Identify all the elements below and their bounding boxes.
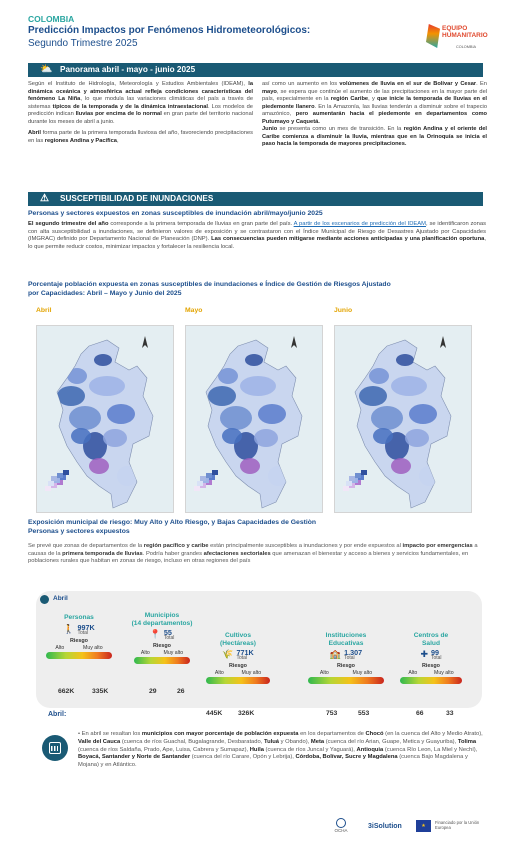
school-icon: 🏫 xyxy=(329,649,342,660)
location-pin-icon: 📍 xyxy=(149,629,161,640)
exposure-region xyxy=(222,428,242,444)
stat-total: 55 xyxy=(163,627,172,637)
stats-footer-label: Abril: xyxy=(48,711,67,718)
exposure-region xyxy=(208,386,236,406)
colombia-map-graphic xyxy=(37,326,174,513)
stat-alto-value: 662K xyxy=(58,688,75,695)
legend-cell xyxy=(200,476,206,481)
exposure-region xyxy=(391,376,427,396)
exposure-region xyxy=(254,429,278,447)
panorama-right-column: así como un aumento en los volúmenes de lluvia en el sur de Bolívar y Cesar. En mayo, se espera que continúe el aumento de las precipitaciones en la mayor parte del país, especialmente en la región Caribe, y que inicie la temporada de lluvias en el piedemonte llanero. En la Amazonía, las lluvias tenderán a disminuir sobre el trapecio amazónico, pero aumentarán hacia el piedemonte en departamentos como Putumayo y Caquetá. Junio se presenta como un mes de transición. En la región Andina y el oriente del Caribe comienza a disminuir la lluvia, mientras que en la Orinoquía se inicia el paso hacia la temporada de mayores precipitaciones. xyxy=(262,81,487,148)
exposure-region xyxy=(396,354,414,366)
exposure-region xyxy=(405,429,429,447)
calendar-icon xyxy=(42,735,68,761)
exposure-region xyxy=(359,386,387,406)
page-title: Predicción Impactos por Fenómenos Hidrometeorológicos: xyxy=(28,25,311,37)
stat-total: 771K xyxy=(236,647,254,657)
stat-muy-alto-value: 335K xyxy=(92,688,109,695)
legend-cell xyxy=(361,470,367,475)
stat-muy-alto-value: 33 xyxy=(446,710,454,717)
exposure-region xyxy=(89,458,109,474)
exposure-title: Exposición municipal de riesgo: Muy Alto y Alto Riesgo, y Bajas Capacidades de Gestiòn Personas y sectores expuestos xyxy=(28,519,317,536)
maps-title: Porcentaje población expuesta en zonas susceptibles de inundaciones e Índice de Gestión de Riesgos Ajustado por Capacidades: Abril – Mayo y Junio del 2025 xyxy=(28,281,391,297)
logo-mark-icon xyxy=(426,24,440,48)
susceptibilidad-banner-title: SUSCEPTIBILIDAD DE INUNDACIONES xyxy=(60,193,214,203)
exposure-heading: Personas y sectores expuestos en zonas susceptibles de inundación abril/mayo/junio 2025 xyxy=(28,210,323,217)
map-label-mayo: Mayo xyxy=(185,307,203,314)
panorama-banner-title: Panorama abril - mayo - junio 2025 xyxy=(60,64,196,74)
legend-cell xyxy=(355,473,361,478)
stat-personas: Personas 🚶 997K Total Riesgo Alto Muy alto xyxy=(46,614,112,659)
colombia-map-graphic xyxy=(186,326,323,513)
3isolution-logo: 3iSolution xyxy=(368,823,402,830)
stat-municipios: Municipios (14 departamentos) 📍 55 Total Riesgo Alto Muy alto xyxy=(124,612,200,664)
exposure-region xyxy=(69,406,101,430)
april-summary-bullet: • En abril se resaltan los municipios con mayor porcentaje de población expuesta en los departamentos de Chocó (en la cuenca del Alto y Medio Atrato), Valle del Cauca (cuenca de ríos Guachal, Bugalagrande, Desbaratado, Tuluá y Obando), Meta (cuenca del río Arian, Guape, Metica y Guayuriba), Tolima (cuenca de ríos Saldaña, Prado, Ape, Luisa, Cabrera y Sumapaz), Huila (cuenca de ríos Juncal y Yaguará), Antioquia (cuenca Río Leon, La Miel y Nechí), Boyacá, Santander y Norte de Santander (cuenca del río Carare, Opón y Lebrija), Córdoba, Bolívar, Sucre y Magdalena (cuenca Bajo Magdalena y Mojana) y en Atlántico. xyxy=(78,731,483,769)
stat-cultivos: Cultivos (Hectáreas) 🌾 771K Total Riesgo Alto Muy alto xyxy=(206,632,270,684)
exposure-region xyxy=(373,428,393,444)
page-header xyxy=(28,14,488,56)
legend-cell xyxy=(197,481,203,486)
stat-muy-alto-value: 26 xyxy=(177,688,185,695)
country-label: COLOMBIA xyxy=(28,14,75,24)
equipo-humanitario-logo xyxy=(426,24,488,52)
legend-cell xyxy=(212,470,218,475)
stat-muy-alto-value: 326K xyxy=(238,710,255,717)
panorama-banner xyxy=(28,63,483,77)
map-junio xyxy=(334,325,472,513)
eu-logo: ★ Financiado por la Unión Europea xyxy=(416,820,486,832)
health-center-icon: ✚ xyxy=(420,649,428,660)
risk-gradient-bar xyxy=(308,677,384,684)
risk-gradient-bar xyxy=(46,652,112,659)
risk-gradient-bar xyxy=(134,657,190,664)
stat-name: Personas xyxy=(64,614,94,621)
exposure-region xyxy=(409,404,437,424)
crop-icon: 🌾 xyxy=(222,649,234,660)
map-label-abril: Abril xyxy=(36,307,52,314)
exposure-region xyxy=(371,406,403,430)
logo-line2: HUMANITARIO xyxy=(442,31,488,39)
risk-gradient-bar xyxy=(206,677,270,684)
legend-cell xyxy=(63,470,69,475)
stat-total: 1.307 xyxy=(344,647,363,657)
susceptibilidad-text: El segundo trimestre del año corresponde a la primera temporada de lluvias en gran parte del país. A partir de los escenarios de predicción del IDEAM, se identificaron zonas con alta susceptibilidad a inundaciones, se definieron valores de exposición y se contrastaron con el Índice Municipal de Riesgo de Desastres Ajustado por Capacidades (IMGRAC) definido por Departamento Nacional de Planeación (DNP). Las consecuencias pueden mitigarse mediante acciones anticipadas y una planificación oportuna, lo que permite reducir costos, minimizar impactos y fortalecer la resiliencia local. xyxy=(28,221,486,251)
stat-alto-value: 753 xyxy=(326,710,338,717)
panorama-left-column: Según el Instituto de Hidrología, Meteorología y Estudios Ambientales (IDEAM), la dinámica oceánica y atmosférica actual refleja condiciones características del fenómeno La Niña, lo que modula las variaciones climáticas del país a través de sistemas típicos de la temporada y de la dinámica intraestacional. Los modelos de predicción indican lluvias por encima de lo normal en gran parte del territorio nacional durante los meses de abril a junio. Abril forma parte de la primera temporada lluviosa del año, favoreciendo precipitaciones en las regiones Andina y Pacífica, xyxy=(28,81,254,144)
legend-cell xyxy=(194,486,200,491)
legend-cell xyxy=(51,476,57,481)
exposure-region xyxy=(103,429,127,447)
map-mayo xyxy=(185,325,323,513)
stat-total: 997K xyxy=(77,622,95,632)
legend-cell xyxy=(346,481,352,486)
exposure-region xyxy=(94,354,112,366)
exposure-region xyxy=(258,404,286,424)
stat-muy-alto-value: 553 xyxy=(358,710,370,717)
calendar-icon xyxy=(40,595,49,604)
map-abril xyxy=(36,325,174,513)
exposure-region xyxy=(369,368,389,384)
exposure-region xyxy=(240,458,260,474)
stat-total: 99 xyxy=(430,647,439,657)
legend-cell xyxy=(48,481,54,486)
page-subtitle: Segundo Trimestre 2025 xyxy=(28,37,138,49)
exposure-region xyxy=(107,404,135,424)
stat-alto-value: 29 xyxy=(149,688,157,695)
person-icon: 🚶 xyxy=(63,624,75,635)
risk-gradient-bar xyxy=(400,677,462,684)
stat-centros-salud: Centros de Salud ✚ 99 Total Riesgo Alto Muy alto xyxy=(400,632,462,684)
warning-icon: ⚠ xyxy=(40,193,49,204)
stat-alto-value: 66 xyxy=(416,710,424,717)
colombia-map-graphic xyxy=(335,326,472,513)
legend-cell xyxy=(45,486,51,491)
ideam-link[interactable]: A partir de los escenarios de predicción del IDEAM xyxy=(293,221,426,227)
exposure-region xyxy=(391,458,411,474)
exposure-text: Se prevé que zonas de departamentos de la región pacífico y caribe están principalmente susceptibles a inundaciones y por ende expuestos al impacto por emergencias a causas de la primera temporada de lluvias. Podría haber grandes afectaciones sectoriales que amenazan el bienestar y acceso a bienes y servicios fundamentales, en poblaciones rurales que habitan en zonas de riesgo, incluso en otras regiones del país xyxy=(28,543,478,565)
map-label-junio: Junio xyxy=(334,307,353,314)
legend-cell xyxy=(349,476,355,481)
month-badge: Abril xyxy=(40,593,76,605)
logo-sub: COLOMBIA xyxy=(456,45,477,49)
legend-cell xyxy=(57,473,63,478)
stat-alto-value: 445K xyxy=(206,710,223,717)
legend-cell xyxy=(343,486,349,491)
exposure-region xyxy=(240,376,276,396)
exposure-region xyxy=(57,386,85,406)
stat-instituciones: Instituciones Educativas 🏫 1.307 Total Riesgo Alto Muy alto xyxy=(308,632,384,684)
legend-cell xyxy=(206,473,212,478)
exposure-region xyxy=(89,376,125,396)
susceptibilidad-banner xyxy=(28,192,483,206)
exposure-region xyxy=(71,428,91,444)
logo-line1: EQUIPO xyxy=(442,25,468,32)
exposure-region xyxy=(220,406,252,430)
sun-cloud-icon: ⛅ xyxy=(40,64,53,75)
ocha-logo: OCHA xyxy=(332,818,350,834)
exposure-region xyxy=(245,354,263,366)
